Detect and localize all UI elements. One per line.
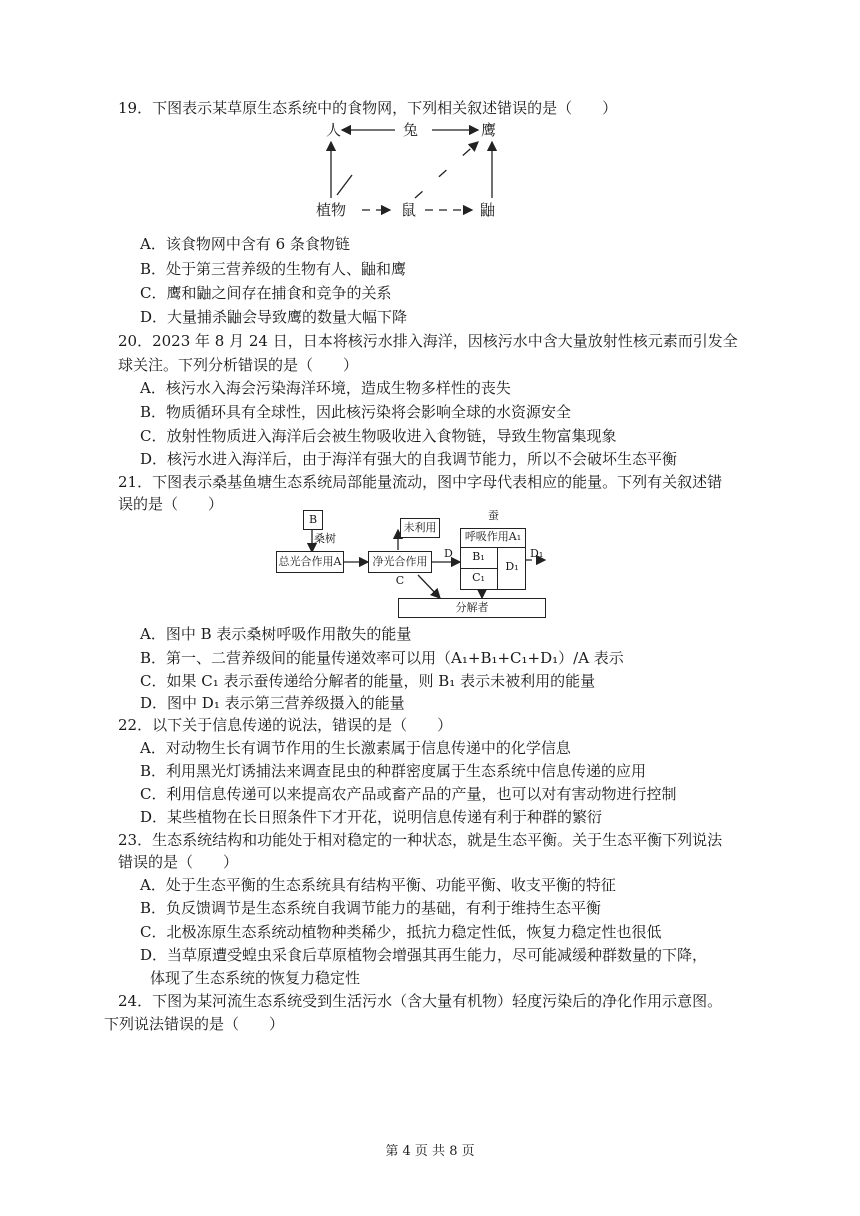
food-web-plant: 植物	[316, 201, 347, 219]
q21-option-c: C．如果 C₁ 表示蚕传递给分解者的能量，则 B₁ 表示未被利用的能量	[140, 672, 596, 690]
q24-stem-line2: 下列说法错误的是（ ）	[104, 1015, 285, 1033]
q23-option-b: B．负反馈调节是生态系统自我调节能力的基础，有利于维持生态平衡	[140, 899, 602, 917]
q23-stem-line2: 错误的是（ ）	[118, 853, 239, 871]
q23-stem-line1: 23．生态系统结构和功能处于相对稳定的一种状态，就是生态平衡。关于生态平衡下列说法	[118, 831, 723, 849]
energy-d1-cell: D₁	[505, 560, 519, 573]
food-web-mouse: 鼠	[401, 201, 417, 219]
q23-option-d: D．当草原遭受蝗虫采食后草原植物会增强其再生能力，尽可能减缓种群数量的下降，	[140, 946, 708, 964]
energy-b-box: B	[303, 510, 323, 530]
energy-d1-arrow-label: D₁	[530, 547, 544, 560]
q21-option-a: A．图中 B 表示桑树呼吸作用散失的能量	[140, 625, 412, 643]
energy-unused-box: 未利用	[400, 518, 440, 538]
food-web-human: 人	[326, 121, 342, 139]
q20-option-b: B．物质循环具有全球性，因此核污染将会影响全球的水资源安全	[140, 403, 572, 421]
q22-option-b: B．利用黑光灯诱捕法来调查昆虫的种群密度属于生态系统中信息传递的应用	[140, 762, 647, 780]
q23-option-a: A．处于生态平衡的生态系统具有结构平衡、功能平衡、收支平衡的特征	[140, 876, 616, 894]
energy-d-label: D	[444, 547, 453, 560]
q19-option-c: C．鹰和鼬之间存在捕食和竞争的关系	[140, 284, 392, 302]
energy-decomposer-box: 分解者	[398, 598, 546, 618]
q19-stem: 19．下图表示某草原生态系统中的食物网，下列相关叙述错误的是（ ）	[118, 99, 618, 117]
q20-stem-line1: 20．2023 年 8 月 24 日，日本将核污水排入海洋，因核污水中含大量放射性核元素而引发全	[118, 332, 738, 350]
energy-mulberry-label: 桑树	[314, 532, 336, 545]
q21-stem-line2: 误的是（ ）	[118, 495, 224, 513]
q24-stem-line1: 24．下图为某河流生态系统受到生活污水（含大量有机物）轻度污染后的净化作用示意图。	[118, 992, 723, 1010]
q22-option-d: D．某些植物在长日照条件下才开花，说明信息传递有利于种群的繁衍	[140, 808, 603, 826]
q19-option-b: B．处于第三营养级的生物有人、鼬和鹰	[140, 260, 407, 278]
energy-respiration-cell: 呼吸作用A₁	[460, 528, 526, 548]
page-footer: 第 4 页 共 8 页	[385, 1144, 475, 1159]
q23-option-d-cont: 体现了生态系统的恢复力稳定性	[150, 969, 361, 987]
q22-stem: 22．以下关于信息传递的说法，错误的是（ ）	[118, 716, 453, 734]
q21-stem-line1: 21．下图表示桑基鱼塘生态系统局部能量流动，图中字母代表相应的能量。下列有关叙述错	[118, 473, 723, 491]
energy-c1-cell: C₁	[460, 569, 498, 589]
q20-option-d: D．核污水进入海洋后，由于海洋有强大的自我调节能力，所以不会破坏生态平衡	[140, 450, 678, 468]
q23-option-c: C．北极冻原生态系统动植物种类稀少，抵抗力稳定性低，恢复力稳定性也很低	[140, 923, 662, 941]
arrow-plant-rabbit	[337, 175, 352, 195]
q19-option-a: A．该食物网中含有 6 条食物链	[140, 235, 350, 253]
arrow-mouse-eagle	[415, 142, 478, 198]
q20-stem-line2: 球关注。下列分析错误的是（ ）	[118, 356, 359, 374]
energy-b1-cell: B₁	[460, 548, 498, 569]
q21-option-d: D．图中 D₁ 表示第三营养级摄入的能量	[140, 694, 405, 712]
q22-option-a: A．对动物生长有调节作用的生长激素属于信息传递中的化学信息	[140, 739, 571, 757]
q20-option-c: C．放射性物质进入海洋后会被生物吸收进入食物链，导致生物富集现象	[140, 427, 617, 445]
energy-net-photo-box: 净光合作用C	[368, 551, 432, 573]
q20-option-a: A．核污水入海会污染海洋环境，造成生物多样性的丧失	[140, 379, 511, 397]
food-web-eagle: 鹰	[481, 121, 497, 139]
energy-silkworm-label: 蚕	[488, 509, 499, 522]
q22-option-c: C．利用信息传递可以来提高农产品或畜产品的产量，也可以对有害动物进行控制	[140, 785, 677, 803]
energy-total-photo-box: 总光合作用A	[276, 551, 344, 573]
q21-option-b: B．第一、二营养级间的能量传递效率可以用（A₁+B₁+C₁+D₁）/A 表示	[140, 649, 624, 667]
q19-option-d: D．大量捕杀鼬会导致鹰的数量大幅下降	[140, 308, 408, 326]
food-web-rabbit: 兔	[403, 121, 419, 139]
food-web-weasel: 鼬	[480, 201, 496, 219]
